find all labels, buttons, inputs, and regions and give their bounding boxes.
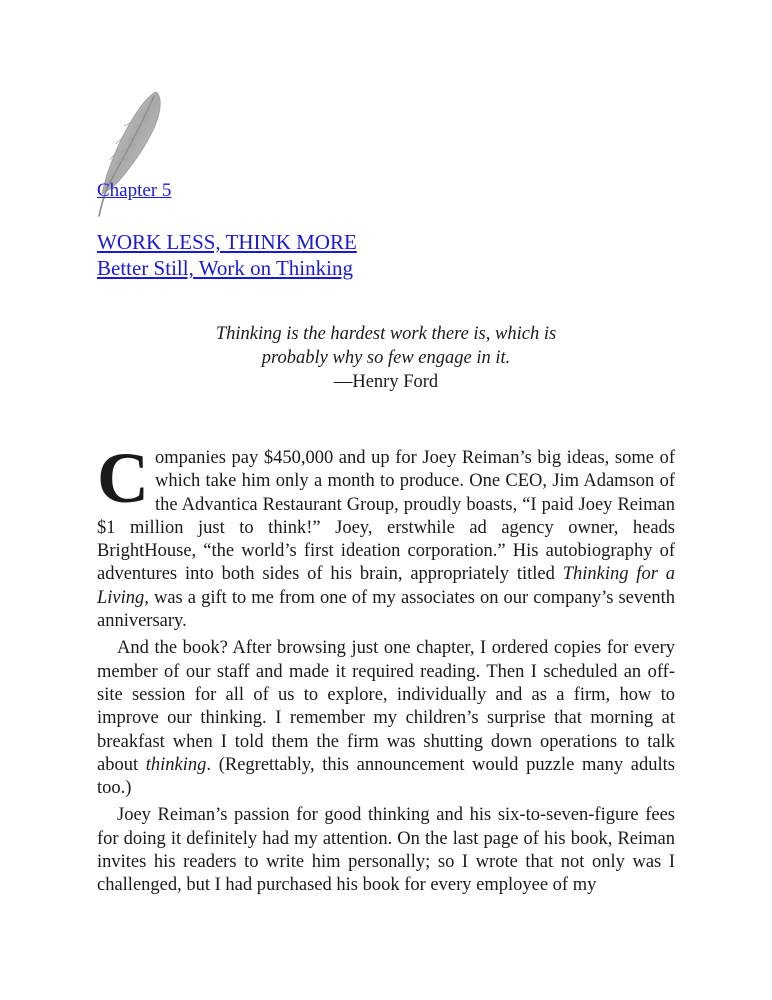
- body-text: [97, 438, 675, 898]
- epigraph-attribution: —Henry Ford: [333, 372, 439, 392]
- book-title: Thinking for a Living: [97, 564, 675, 608]
- paragraph-1-text-b: , was a gift to me from one of my associates on our company’s seventh anniversary.: [97, 587, 675, 632]
- paragraph-3: Joey Reiman’s passion for good thinking and his six-to-seven-figure fees for doing it definitely had my attention. On the last page of his book, Reiman invites his readers to write him personally; so I wrote that not only was I challenged, but I had purchased his book for every employee of my: [97, 805, 675, 896]
- chapter-title: [97, 229, 357, 281]
- paragraph-2-text-b: . (Regrettably, this announcement would puzzle many adults too.): [97, 754, 675, 799]
- paragraph-1-text-a: ompanies pay $450,000 and up for Joey Reiman’s big ideas, some of which take him only a month to produce. One CEO, Jim Adamson of the Advantica Restaurant Group, proudly boasts, “I paid Joey Reiman $1 million just to think!” Joey, erstwhile ad agency owner, heads BrightHouse, “the world’s first ideation corporation.” His autobiography of adventures into both sides of his brain, appropriately titled: [97, 448, 675, 585]
- epigraph-quote-line-1: Thinking is the hardest work there is, which is: [215, 324, 557, 344]
- chapter-subtitle-link[interactable]: Better Still, Work on Thinking: [97, 256, 353, 280]
- paragraph-1: [97, 438, 675, 633]
- chapter-label-link[interactable]: Chapter 5: [97, 180, 172, 201]
- epigraph-quote-line-2: probably why so few engage in it.: [261, 348, 511, 368]
- paragraph-2-italic: thinking: [145, 754, 207, 775]
- paragraph-2-text-a: And the book? After browsing just one chapter, I ordered copies for every member of our staff and made it required reading. Then I scheduled an off-site session for all of us to explore, individually and as a firm, how to improve our thinking. I remember my children’s surprise that morning at breakfast when I told them the firm was shutting down operations to talk about: [97, 638, 675, 775]
- chapter-title-link[interactable]: WORK LESS, THINK MORE: [97, 230, 357, 254]
- paragraph-2: [97, 637, 675, 800]
- epigraph: [97, 322, 675, 394]
- drop-cap: C: [97, 438, 149, 518]
